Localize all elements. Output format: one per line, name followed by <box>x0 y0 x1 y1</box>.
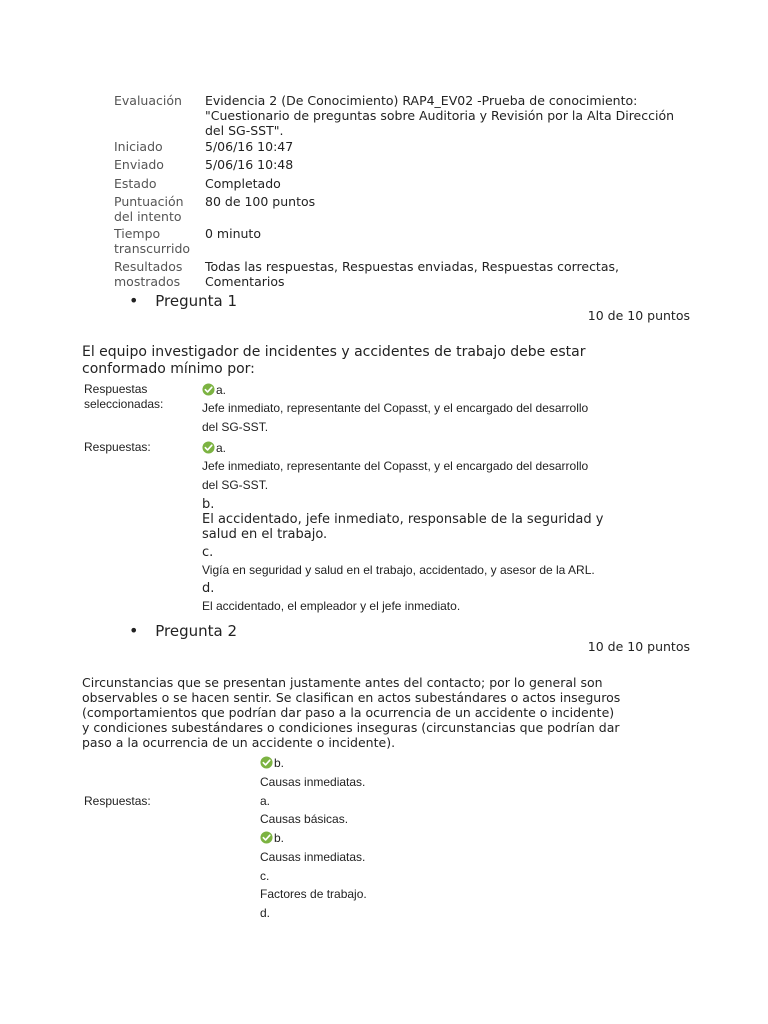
question-2-points: 10 de 10 puntos <box>587 639 690 654</box>
q2-selected-answer: b. Causas inmediatas. <box>260 756 366 789</box>
answer-a-text: Causas básicas. <box>260 812 349 826</box>
selected-answer: a. Jefe inmediato, representante del Copasst, y el encargado del desarrollo del SG-SST. <box>202 383 589 434</box>
resultados-value: Todas las respuestas, Respuestas enviadas, Respuestas correctas, Comentarios <box>205 259 619 289</box>
answer-a-letter: a. <box>260 794 271 808</box>
answer-b-text: El accidentado, jefe inmediato, responsable de la seguridad y salud en el trabajo. <box>202 512 604 542</box>
estado-label: Estado <box>114 176 157 191</box>
answer-c-text: Vigía en seguridad y salud en el trabajo, accidentado, y asesor de la ARL. <box>202 563 595 577</box>
selected-answer-letter: a. <box>216 383 227 397</box>
bullet: • <box>129 621 139 640</box>
evaluacion-value: Evidencia 2 (De Conocimiento) RAP4_EV02 -Prueba de conocimiento: "Cuestionario de preguntas sobre Auditoria y Revisión por la Alta Dirección del SG-SST". <box>205 93 675 138</box>
answer-d-text: El accidentado, el empleador y el jefe inmediato. <box>202 599 461 613</box>
enviado-value: 5/06/16 10:48 <box>205 157 294 172</box>
answer-b: b. <box>260 831 367 846</box>
question-1-text: El equipo investigador de incidentes y accidentes de trabajo debe estar conformado mínimo por: <box>82 344 586 377</box>
q2-answers-label: Respuestas: <box>84 794 151 808</box>
answer-a: a. <box>202 441 642 456</box>
question-1-points: 10 de 10 puntos <box>587 308 690 323</box>
resultados-label: Resultados mostrados <box>114 259 183 289</box>
tiempo-value: 0 minuto <box>205 226 261 241</box>
iniciado-value: 5/06/16 10:47 <box>205 139 294 154</box>
enviado-label: Enviado <box>114 157 164 172</box>
answer-d-letter: d. <box>202 581 215 596</box>
bullet: • <box>129 291 139 310</box>
answer-options: a. Jefe inmediato, representante del Copasst, y el encargado del desarrollo del SG-SST. b. El accidentado, jefe inmediato, responsable de la seguridad y salud en el trabajo. c. Vigía en seguridad y salud en el trabajo, accidentado, y asesor de la ARL. d. El accidentado, el empleador y el jefe inmediato. <box>202 441 642 614</box>
evaluacion-label: Evaluación <box>114 93 182 108</box>
selected-answers-label: Respuestas seleccionadas: <box>84 382 164 411</box>
tiempo-label: Tiempo transcurrido <box>114 226 191 256</box>
check-icon <box>202 383 215 396</box>
check-icon <box>260 756 273 769</box>
answer-c-text: Factores de trabajo. <box>260 887 367 901</box>
question-1-heading <box>129 291 237 310</box>
question-2-title: Pregunta 2 <box>155 622 237 640</box>
question-1-title: Pregunta 1 <box>155 292 237 310</box>
check-icon <box>260 831 273 844</box>
puntuacion-value: 80 de 100 puntos <box>205 194 316 209</box>
answer-b-text: Causas inmediatas. <box>260 850 366 864</box>
check-icon <box>202 441 215 454</box>
answer-c-letter: c. <box>202 545 214 560</box>
answers-label: Respuestas: <box>84 440 151 454</box>
estado-value: Completado <box>205 176 281 191</box>
question-2-text: Circunstancias que se presentan justamente antes del contacto; por lo general son observables o se hacen sentir. Se clasifican en actos subestándares o actos inseguros (comportamientos que podrían dar paso a la ocurrencia de un accidente o incidente) y condiciones subestándares o condiciones inseguras (circunstancias que podrían dar paso a la ocurrencia de un accidente o incidente). <box>82 675 621 750</box>
question-2-heading <box>129 621 237 640</box>
answer-d-letter: d. <box>260 906 271 920</box>
iniciado-label: Iniciado <box>114 139 163 154</box>
answer-c-letter: c. <box>260 869 270 883</box>
puntuacion-label: Puntuación del intento <box>114 194 184 224</box>
answer-b-letter: b. <box>202 497 215 512</box>
q2-answer-options <box>260 794 367 921</box>
